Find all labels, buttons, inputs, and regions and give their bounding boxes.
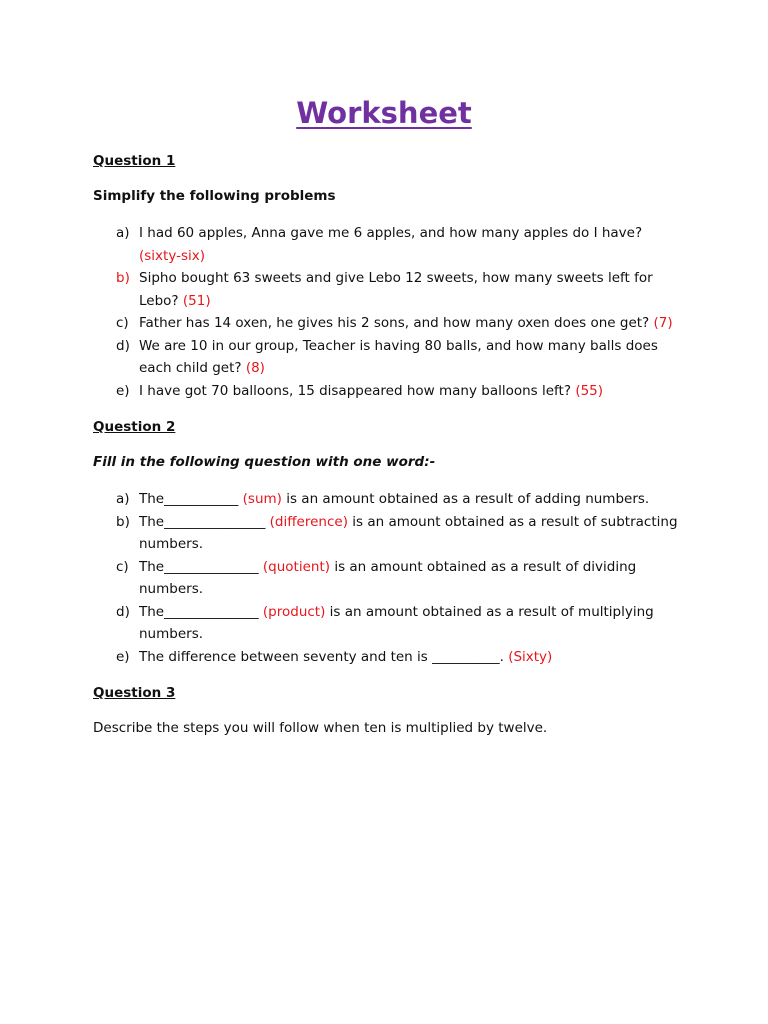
item-text: The_______________: [139, 513, 270, 530]
answer-text: (7): [653, 315, 673, 331]
question-1-list: [93, 222, 683, 402]
question-2-list: [93, 488, 683, 668]
answer-text: (quotient): [262, 558, 331, 575]
list-item: [93, 312, 683, 335]
question-1-instruction: Simplify the following problems: [93, 188, 336, 204]
question-2-instruction: Fill in the following question with one word:-: [93, 454, 436, 470]
list-item: [93, 511, 683, 556]
item-text: Sipho bought 63 sweets and give Lebo 12 sweets, how many sweets left for Lebo?: [139, 270, 653, 309]
item-text: The______________: [139, 603, 263, 620]
list-item: [93, 267, 683, 312]
item-marker: b): [116, 270, 130, 286]
answer-text: (product): [262, 603, 326, 620]
list-item: [93, 222, 683, 267]
answer-text: (sum): [242, 491, 282, 507]
item-marker: e): [116, 382, 130, 399]
item-text: The___________: [139, 491, 243, 507]
answer-text: (Sixty): [508, 648, 553, 665]
list-item: [93, 556, 683, 601]
item-text: is an amount obtained as a result of dividing numbers.: [139, 558, 637, 597]
item-text: is an amount obtained as a result of multiplying numbers.: [139, 603, 654, 642]
list-item: [93, 601, 683, 646]
item-marker: a): [116, 491, 130, 507]
item-marker: c): [116, 558, 129, 575]
question-1-heading: Question 1: [93, 153, 176, 169]
item-text: I have got 70 balloons, 15 disappeared how many balloons left?: [139, 382, 576, 399]
item-text: I had 60 apples, Anna gave me 6 apples, and how many apples do I have?: [139, 225, 643, 241]
answer-text: (sixty-six): [139, 247, 205, 264]
item-marker: d): [116, 337, 130, 354]
item-text: is an amount obtained as a result of subtracting numbers.: [139, 513, 678, 552]
answer-text: (55): [575, 382, 604, 399]
item-marker: b): [116, 513, 130, 530]
item-text: Father has 14 oxen, he gives his 2 sons, and how many oxen does one get?: [139, 315, 654, 331]
item-marker: c): [116, 315, 129, 331]
answer-text: (8): [245, 360, 265, 376]
question-3-instruction: Describe the steps you will follow when ten is multiplied by twelve.: [93, 720, 548, 736]
answer-text: (51): [182, 292, 211, 309]
item-text: is an amount obtained as a result of adding numbers.: [281, 491, 650, 507]
list-item: [93, 335, 683, 380]
answer-text: (difference): [269, 513, 348, 530]
page-title: Worksheet: [296, 96, 472, 130]
list-item: [93, 488, 683, 511]
item-text: The______________: [139, 558, 263, 575]
item-marker: e): [116, 648, 130, 665]
question-2-heading: Question 2: [93, 419, 176, 435]
list-item: [93, 380, 683, 403]
list-item: [93, 646, 683, 669]
item-text: The difference between seventy and ten is __________.: [139, 648, 509, 665]
item-marker: d): [116, 603, 130, 620]
item-marker: a): [116, 225, 130, 241]
item-text: We are 10 in our group, Teacher is having 80 balls, and how many balls does each child get?: [139, 337, 658, 376]
question-3-heading: Question 3: [93, 685, 176, 701]
